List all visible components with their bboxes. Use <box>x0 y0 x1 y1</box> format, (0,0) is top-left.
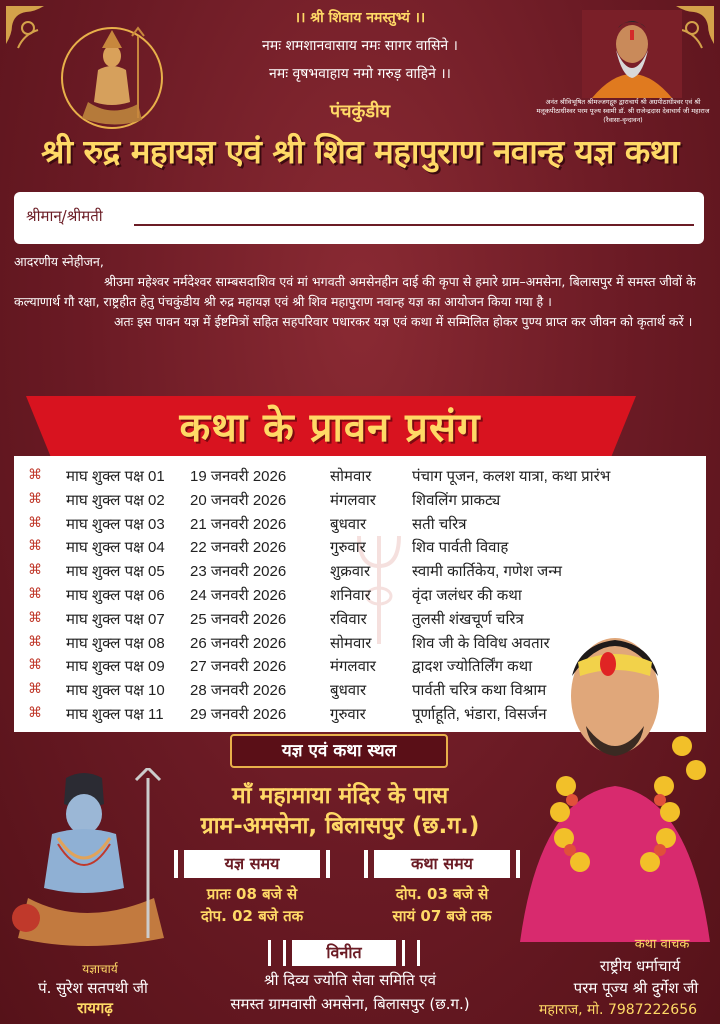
mantra-title: ।। श्री शिवाय नमस्तुभ्यं ।। <box>294 10 426 26</box>
bullet-icon: ⌘ <box>28 561 42 578</box>
schedule-paksh: माघ शुक्ल पक्ष 05 <box>66 563 165 581</box>
speaker-name: परम पूज्य श्री दुर्गेश जी <box>573 979 699 997</box>
mantra-line: नमः वृषभवाहाय नमो गरुड़ वाहिने ।। <box>269 66 451 82</box>
schedule-event: द्वादश ज्योतिर्लिंग कथा <box>412 658 533 676</box>
schedule-date: 27 जनवरी 2026 <box>190 658 287 676</box>
name-label: श्रीमान्/श्रीमती <box>26 207 103 225</box>
schedule-paksh: माघ शुक्ल पक्ष 08 <box>66 634 165 652</box>
bullet-icon: ⌘ <box>28 680 42 697</box>
guru-photo <box>582 10 682 98</box>
schedule-date: 25 जनवरी 2026 <box>190 610 287 628</box>
schedule-paksh: माघ शुक्ल पक्ष 01 <box>66 468 165 485</box>
schedule-date: 29 जनवरी 2026 <box>190 706 287 723</box>
venue-line: ग्राम-अमसेना, बिलासपुर (छ.ग.) <box>200 813 480 839</box>
yajnacharya-place: रायगढ़ <box>77 999 113 1017</box>
bullet-icon: ⌘ <box>28 466 42 482</box>
bullet-icon: ⌘ <box>28 489 42 506</box>
schedule-row <box>14 583 706 607</box>
katha-time-tag: कथा समय <box>374 850 510 878</box>
katha-time-start: दोप. 03 बजे से <box>395 885 489 903</box>
bullet-icon: ⌘ <box>28 656 42 673</box>
schedule-row <box>14 512 706 536</box>
schedule-date: 28 जनवरी 2026 <box>190 682 287 700</box>
event-subtitle: पंचकुंडीय <box>329 101 391 122</box>
yajna-time-tag: यज्ञ समय <box>184 850 320 878</box>
schedule-event: शिवलिंग प्राकट्य <box>412 491 501 509</box>
speaker-contact: महाराज, मो. 7987222656 <box>538 1002 698 1018</box>
yajna-time-end: दोप. 02 बजे तक <box>200 907 304 925</box>
speaker-label: कथा वाचक <box>634 937 690 952</box>
schedule-date: 20 जनवरी 2026 <box>190 491 287 509</box>
speaker-photo <box>510 616 720 942</box>
venue-line: माँ महामाया मंदिर के पास <box>231 783 449 809</box>
schedule-event: पूर्णाहूति, भंडारा, विसर्जन <box>412 706 547 723</box>
page-title: श्री रुद्र महायज्ञ एवं श्री शिव महापुराण नवान्ह यज्ञ कथा <box>41 132 679 171</box>
schedule-event: शिव जी के विविध अवतार <box>412 634 550 652</box>
schedule-day: बुधवार <box>330 682 367 700</box>
schedule-day: शनिवार <box>330 587 371 604</box>
invitation-paragraph: अतः इस पावन यज्ञ में ईष्टमित्रों सहित सहपरिवार पधारकर यज्ञ एवं कथा में सम्मिलित होकर पुण्य प्राप्त कर जीवन को कृतार्थ करें । <box>114 314 693 329</box>
schedule-paksh: माघ शुक्ल पक्ष 04 <box>66 539 165 557</box>
vinit-line: समस्त ग्रामवासी अमसेना, बिलासपुर (छ.ग.) <box>230 995 470 1013</box>
schedule-date: 21 जनवरी 2026 <box>190 515 287 533</box>
schedule-date: 24 जनवरी 2026 <box>190 587 287 604</box>
katha-title: कथा के प्रावन प्रसंग <box>179 405 481 451</box>
schedule-event: पंचाग पूजन, कलश यात्रा, कथा प्रारंभ <box>412 468 611 485</box>
bullet-icon: ⌘ <box>28 585 42 601</box>
schedule-date: 26 जनवरी 2026 <box>190 634 287 652</box>
schedule-paksh: माघ शुक्ल पक्ष 02 <box>66 491 165 509</box>
name-field[interactable] <box>14 192 704 244</box>
schedule-row <box>14 559 706 583</box>
corner-ornament-icon <box>4 4 64 64</box>
vinit-line: श्री दिव्य ज्योति सेवा समिति एवं <box>263 971 437 989</box>
bullet-icon: ⌘ <box>28 513 42 530</box>
schedule-day: मंगलवार <box>330 491 376 509</box>
schedule-day: सोमवार <box>330 634 372 652</box>
bullet-icon: ⌘ <box>28 632 42 649</box>
schedule-event: सती चरित्र <box>412 515 467 533</box>
schedule-event: वृंदा जलंधर की कथा <box>412 587 522 604</box>
schedule-paksh: माघ शुक्ल पक्ष 06 <box>66 587 165 604</box>
venue-tag: यज्ञ एवं कथा स्थल <box>230 734 448 768</box>
guru-caption: अनंत श्रीविभूषित श्रीमज्जगद्गुरु द्वाराचार्य श्री अग्रपीठाधीश्वर एवं श्री मलूकपीठाधीश्वर परम पूज्य स्वामी डॉ. श्री राजेन्द्रदास देवाचार्य जी महाराज (रैवासा-वृन्दावन) <box>536 98 710 124</box>
speaker-title: राष्ट्रीय धर्माचार्य <box>599 957 681 975</box>
schedule-day: गुरुवार <box>330 706 366 723</box>
schedule-day: रविवार <box>330 610 367 628</box>
schedule-event: स्वामी कार्तिकेय, गणेश जन्म <box>412 563 563 581</box>
schedule-row <box>14 488 706 512</box>
schedule-paksh: माघ शुक्ल पक्ष 11 <box>66 706 164 723</box>
schedule-day: सोमवार <box>330 468 372 485</box>
katha-time-end: सायं 07 बजे तक <box>392 907 492 925</box>
shiva-image <box>8 768 178 954</box>
schedule-paksh: माघ शुक्ल पक्ष 03 <box>66 515 165 533</box>
vinit-divider <box>402 940 420 966</box>
invitation-text <box>14 252 706 332</box>
bullet-icon: ⌘ <box>28 608 42 625</box>
yajna-time-start: प्रातः 08 बजे से <box>206 885 298 903</box>
schedule-date: 23 जनवरी 2026 <box>190 563 287 581</box>
shiva-idol-image <box>58 22 166 134</box>
schedule-day: मंगलवार <box>330 658 376 676</box>
schedule-row <box>14 535 706 559</box>
schedule-date: 22 जनवरी 2026 <box>190 539 287 557</box>
schedule-paksh: माघ शुक्ल पक्ष 07 <box>66 610 165 628</box>
schedule-paksh: माघ शुक्ल पक्ष 09 <box>66 658 165 676</box>
yajnacharya-label: यज्ञाचार्य <box>82 962 118 976</box>
schedule-day: बुधवार <box>330 515 367 533</box>
schedule-day: शुक्रवार <box>330 563 371 581</box>
yajnacharya-name: पं. सुरेश सतपथी जी <box>38 979 148 997</box>
greeting: आदरणीय स्नेहीजन, <box>14 254 104 269</box>
schedule-date: 19 जनवरी 2026 <box>190 468 287 485</box>
schedule-row <box>14 464 706 488</box>
bullet-icon: ⌘ <box>28 704 42 720</box>
vinit-tag: विनीत <box>292 940 396 966</box>
bullet-icon: ⌘ <box>28 537 42 554</box>
schedule-day: गुरुवार <box>330 539 366 557</box>
vinit-divider <box>268 940 286 966</box>
name-underline <box>134 224 694 226</box>
schedule-event: शिव पार्वती विवाह <box>412 539 509 557</box>
invitation-paragraph: श्रीउमा महेश्वर नर्मदेश्वर साम्बसदाशिव एवं मां भगवती अमसेनहीन दाई की कृपा से हमारे ग्राम–अमसेना, बिलासपुर में समस्त जीवों के कल्याणार्थ गौ रक्षा, राष्ट्रहीत हेतु पंचकुंडीय श्री रुद्र महायज्ञ एवं श्री शिव महापुराण नवान्ह यज्ञ का आयोजन किया गया है । <box>14 274 696 309</box>
schedule-event: तुलसी शंखचूर्ण चरित्र <box>412 610 524 628</box>
mantra-line: नमः शमशानवासाय नमः सागर वासिने । <box>262 38 458 54</box>
schedule-paksh: माघ शुक्ल पक्ष 10 <box>66 682 165 700</box>
schedule-event: पार्वती चरित्र कथा विश्राम <box>412 682 547 700</box>
